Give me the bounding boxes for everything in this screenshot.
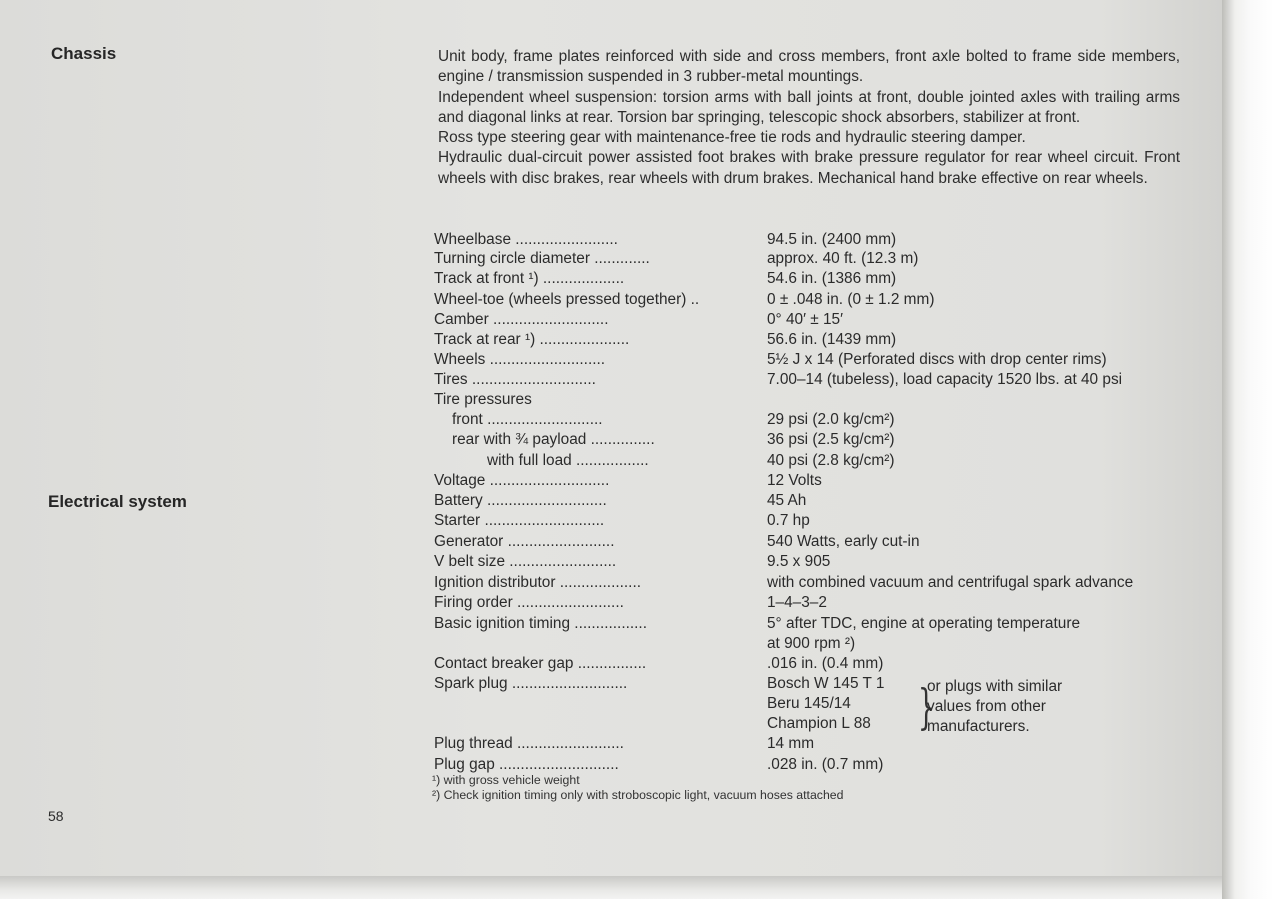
chassis-paragraph: Unit body, frame plates reinforced with side and cross members, front axle bolted to frame side members, engine / transmission suspended in 3 rubber-metal mountings.: [438, 48, 1180, 86]
chassis-paragraph: Ross type steering gear with maintenance-free tie rods and hydraulic steering damper.: [438, 129, 1026, 147]
footnote-1: ¹) with gross vehicle weight: [432, 773, 580, 787]
spec-label: Plug thread .........................: [434, 735, 624, 752]
spec-label: Turning circle diameter .............: [434, 250, 650, 267]
spark-plug-note-line: or plugs with similar: [927, 678, 1063, 695]
spec-label: Starter ............................: [434, 512, 605, 529]
spec-label: Voltage ............................: [434, 472, 610, 489]
spec-label: Wheels ...........................: [434, 351, 606, 368]
spec-value: Beru 145/14: [767, 695, 851, 712]
spec-value: 5° after TDC, engine at operating temperature: [767, 615, 1081, 632]
spec-value: 540 Watts, early cut-in: [767, 533, 920, 550]
electrical-system-heading: Electrical system: [48, 492, 187, 511]
spec-value: 54.6 in. (1386 mm): [767, 270, 897, 287]
spec-value: 5½ J x 14 (Perforated discs with drop center rims): [767, 351, 1107, 368]
spec-label: Wheel-toe (wheels pressed together) ..: [434, 291, 700, 308]
spec-value: .016 in. (0.4 mm): [767, 655, 884, 672]
spec-value: 94.5 in. (2400 mm): [767, 231, 897, 248]
spec-value: 29 psi (2.0 kg/cm²): [767, 411, 895, 428]
spec-value: Champion L 88: [767, 715, 871, 732]
spark-plug-brace: }: [917, 679, 935, 735]
spec-label: Ignition distributor ...................: [434, 574, 641, 591]
spec-value: 7.00–14 (tubeless), load capacity 1520 lbs. at 40 psi: [767, 371, 1123, 388]
spec-label: Track at rear ¹) .....................: [434, 331, 630, 348]
spec-value: 0 ± .048 in. (0 ± 1.2 mm): [767, 291, 935, 308]
spec-label: Wheelbase ........................: [434, 231, 618, 248]
chassis-paragraph: Hydraulic dual-circuit power assisted foot brakes with brake pressure regulator for rear wheel circuit. Front wheels with disc brakes, rear wheels with drum brakes. Mechanical hand brake effective on rear wheels.: [438, 149, 1180, 187]
spec-value: with combined vacuum and centrifugal spark advance: [767, 574, 1134, 591]
spec-label: Battery ............................: [434, 492, 607, 509]
chassis-heading: Chassis: [51, 44, 117, 63]
spec-value: approx. 40 ft. (12.3 m): [767, 250, 919, 267]
spec-value: 1–4–3–2: [767, 594, 827, 611]
spark-plug-note: [927, 677, 1062, 737]
spec-label: Tire pressures: [434, 391, 532, 408]
spec-label: front ...........................: [452, 411, 603, 428]
page-binding: [1222, 0, 1274, 899]
chassis-description: [438, 47, 1180, 189]
spec-value: at 900 rpm ²): [767, 635, 856, 652]
spec-label: Plug gap ............................: [434, 756, 619, 773]
spec-label: Tires .............................: [434, 371, 596, 388]
spec-label: rear with ¾ payload ...............: [452, 431, 655, 448]
spec-value: 9.5 x 905: [767, 553, 831, 570]
spec-value: 0.7 hp: [767, 512, 810, 529]
spec-value: .028 in. (0.7 mm): [767, 756, 884, 773]
spec-value: 40 psi (2.8 kg/cm²): [767, 452, 895, 469]
spec-label: Track at front ¹) ...................: [434, 270, 625, 287]
spec-label: with full load .................: [487, 452, 649, 469]
spec-label: Contact breaker gap ................: [434, 655, 647, 672]
page-bottom-edge: [0, 876, 1222, 899]
spec-label: Spark plug ...........................: [434, 675, 628, 692]
footnote-2: ²) Check ignition timing only with stroboscopic light, vacuum hoses attached: [432, 788, 844, 802]
spec-value: 0° 40′ ± 15′: [767, 311, 843, 328]
spec-value: 56.6 in. (1439 mm): [767, 331, 897, 348]
spec-value: 12 Volts: [767, 472, 822, 489]
spec-label: Basic ignition timing .................: [434, 615, 647, 632]
spec-label: Generator .........................: [434, 533, 615, 550]
spec-value: 36 psi (2.5 kg/cm²): [767, 431, 895, 448]
spec-value: Bosch W 145 T 1: [767, 675, 885, 692]
spec-label: Camber ...........................: [434, 311, 609, 328]
chassis-paragraph: Independent wheel suspension: torsion arms with ball joints at front, double jointed axles with trailing arms and diagonal links at rear. Torsion bar springing, telescopic shock absorbers, stabilizer at front.: [438, 88, 1180, 126]
spec-label: Firing order .........................: [434, 594, 624, 611]
spec-value: 45 Ah: [767, 492, 807, 509]
spec-value: 14 mm: [767, 735, 815, 752]
page-number: 58: [48, 808, 64, 824]
spark-plug-note-line: manufacturers.: [927, 718, 1030, 735]
spec-label: V belt size .........................: [434, 553, 617, 570]
spark-plug-note-line: values from other: [927, 698, 1046, 715]
